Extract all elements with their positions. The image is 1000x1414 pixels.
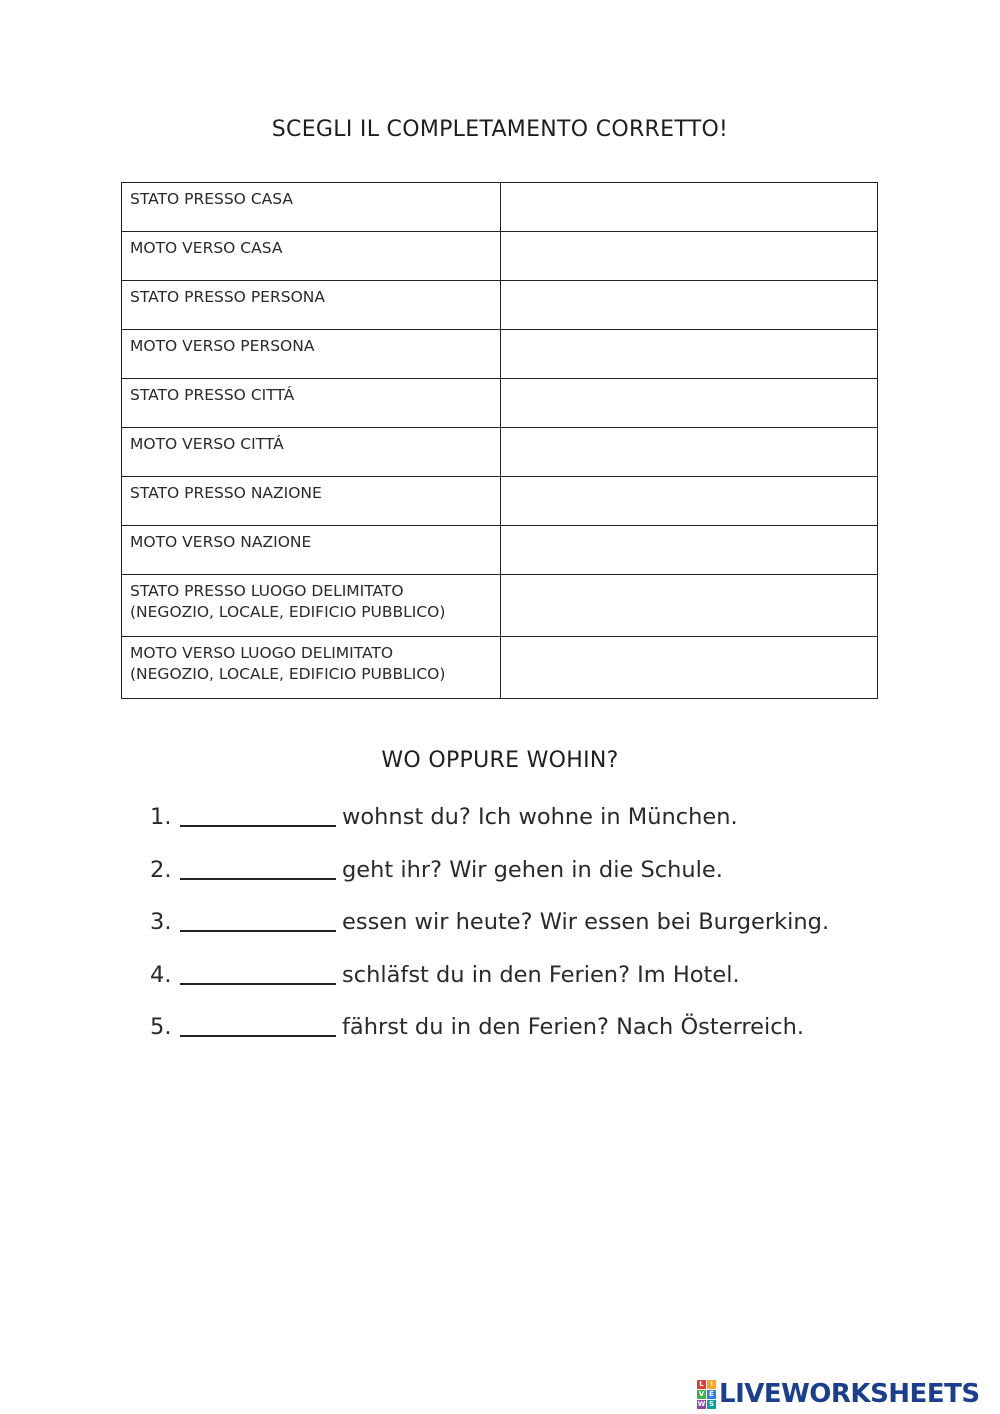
row-label xyxy=(122,637,501,699)
row-label: MOTO VERSO NAZIONE xyxy=(122,526,501,575)
row-label-line2: (NEGOZIO, LOCALE, EDIFICIO PUBBLICO) xyxy=(130,603,446,621)
list-item xyxy=(150,800,829,853)
liveworksheets-logo xyxy=(697,1381,980,1407)
answer-cell[interactable] xyxy=(501,637,878,699)
question-number: 2. xyxy=(150,856,172,883)
list-item xyxy=(150,853,829,906)
answer-blank[interactable] xyxy=(180,803,336,827)
completion-table xyxy=(121,182,878,699)
question-list xyxy=(150,800,829,1063)
table-row xyxy=(122,477,878,526)
table-row xyxy=(122,526,878,575)
row-label: MOTO VERSO PERSONA xyxy=(122,330,501,379)
question-text: fährst du in den Ferien? Nach Österreich. xyxy=(342,1014,805,1040)
answer-blank[interactable] xyxy=(180,856,336,880)
question-text: essen wir heute? Wir essen bei Burgerking. xyxy=(342,909,830,935)
table-row xyxy=(122,281,878,330)
exercise-title: WO OPPURE WOHIN? xyxy=(381,748,619,773)
table-row xyxy=(122,575,878,637)
logo-mark-icon xyxy=(697,1380,716,1409)
answer-cell[interactable] xyxy=(501,575,878,637)
list-item xyxy=(150,958,829,1011)
answer-cell[interactable] xyxy=(501,183,878,232)
logo-text: LIVEWORKSHEETS xyxy=(719,1379,980,1409)
table-row xyxy=(122,330,878,379)
answer-cell[interactable] xyxy=(501,477,878,526)
row-label-line1: MOTO VERSO LUOGO DELIMITATO xyxy=(130,644,394,662)
table-row xyxy=(122,637,878,699)
question-number: 5. xyxy=(150,1014,172,1040)
logo-mark-cell: L xyxy=(697,1380,706,1389)
answer-cell[interactable] xyxy=(501,379,878,428)
row-label xyxy=(122,575,501,637)
question-number: 3. xyxy=(150,909,172,935)
answer-cell[interactable] xyxy=(501,526,878,575)
answer-blank[interactable] xyxy=(180,1013,336,1037)
logo-mark-cell: S xyxy=(708,1399,715,1408)
question-text: schläfst du in den Ferien? Im Hotel. xyxy=(342,961,740,988)
list-item xyxy=(150,1010,829,1063)
row-label-line2: (NEGOZIO, LOCALE, EDIFICIO PUBBLICO) xyxy=(130,665,446,683)
answer-cell[interactable] xyxy=(501,428,878,477)
list-item xyxy=(150,905,829,958)
row-label-line1: STATO PRESSO LUOGO DELIMITATO xyxy=(130,582,404,600)
logo-mark-cell: E xyxy=(707,1390,716,1399)
row-label: STATO PRESSO NAZIONE xyxy=(122,477,501,526)
answer-blank[interactable] xyxy=(180,908,336,932)
logo-mark-cell: W xyxy=(697,1399,706,1408)
row-label: STATO PRESSO CITTÁ xyxy=(122,379,501,428)
row-label: MOTO VERSO CASA xyxy=(122,232,501,281)
table-row xyxy=(122,379,878,428)
answer-blank[interactable] xyxy=(180,961,336,985)
logo-mark-cell: V xyxy=(698,1389,705,1398)
question-text: wohnst du? Ich wohne in München. xyxy=(342,804,738,830)
question-text: geht ihr? Wir gehen in die Schule. xyxy=(342,856,723,883)
question-number: 1. xyxy=(150,804,172,830)
row-label: MOTO VERSO CITTÁ xyxy=(122,428,501,477)
answer-cell[interactable] xyxy=(501,232,878,281)
worksheet-title: SCEGLI IL COMPLETAMENTO CORRETTO! xyxy=(271,117,729,142)
table-row xyxy=(122,183,878,232)
row-label: STATO PRESSO PERSONA xyxy=(122,281,501,330)
answer-cell[interactable] xyxy=(501,281,878,330)
logo-mark-cell: I xyxy=(707,1380,716,1389)
table-row xyxy=(122,428,878,477)
answer-cell[interactable] xyxy=(501,330,878,379)
question-number: 4. xyxy=(150,961,172,988)
table-row xyxy=(122,232,878,281)
row-label: STATO PRESSO CASA xyxy=(122,183,501,232)
